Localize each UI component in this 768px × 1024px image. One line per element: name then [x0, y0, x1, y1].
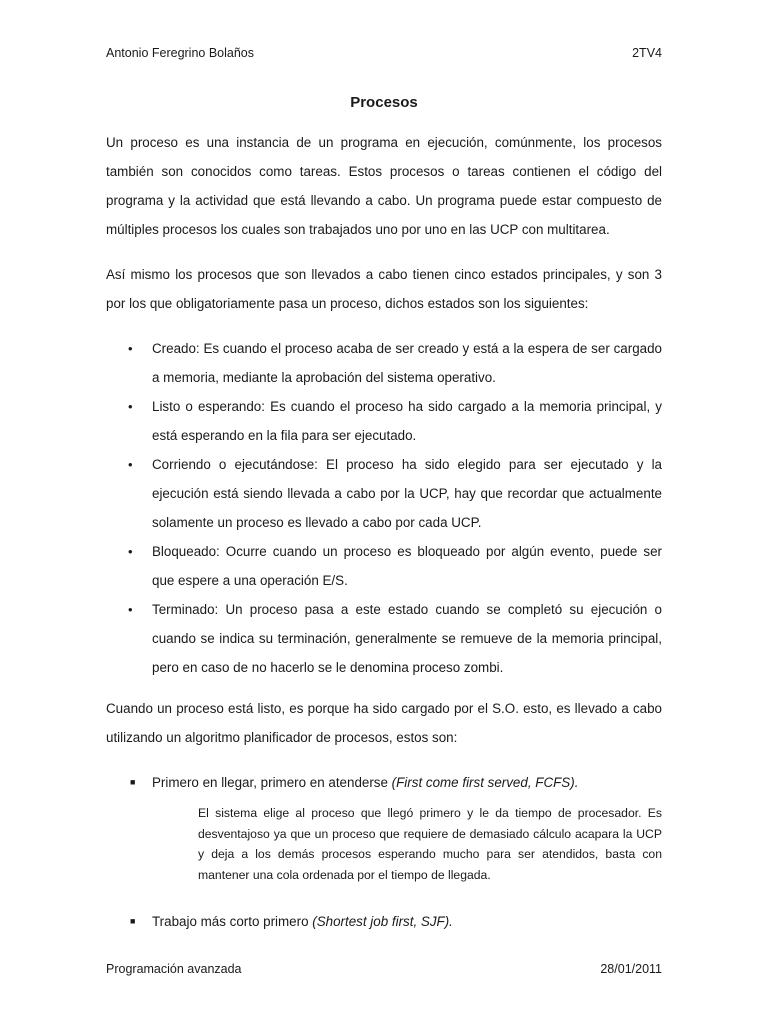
list-item-text: Terminado: Un proceso pasa a este estado cuando se completó su ejecución o cuando se indica su terminación, generalmente se remueve de la memoria principal, pero en caso de no hacerlo se le denomina proceso zombi.	[152, 602, 662, 675]
list-item-text: Creado: Es cuando el proceso acaba de ser creado y está a la espera de ser cargado a memoria, mediante la aprobación del sistema operativo.	[152, 341, 662, 385]
list-item-text: Listo o esperando: Es cuando el proceso ha sido cargado a la memoria principal, y está esperando en la fila para ser ejecutado.	[152, 399, 662, 443]
list-item	[106, 907, 662, 936]
list-item	[106, 595, 662, 682]
algorithm-term: (First come first served, FCFS).	[391, 775, 579, 790]
intro-paragraph: Un proceso es una instancia de un programa en ejecución, comúnmente, los procesos también son conocidos como tareas. Estos procesos o tareas contienen el código del programa y la actividad que está llevando a cabo. Un programa puede estar compuesto de múltiples procesos los cuales son trabajados uno por uno en las UCP con multitarea.	[106, 135, 662, 237]
page-footer	[106, 962, 662, 980]
states-intro-paragraph: Así mismo los procesos que son llevados a cabo tienen cinco estados principales, y son 3 por los que obligatoriamente pasa un proceso, dichos estados son los siguientes:	[106, 267, 662, 311]
bullet-icon: •	[128, 457, 133, 472]
scheduling-algorithms-list-continued	[106, 907, 662, 936]
scheduler-intro-paragraph: Cuando un proceso está listo, es porque ha sido cargado por el S.O. esto, es llevado a cabo utilizando un algoritmo planificador de procesos, estos son:	[106, 701, 662, 745]
list-item	[106, 334, 662, 392]
list-item	[106, 450, 662, 537]
header-group: 2TV4	[632, 46, 662, 60]
bullet-icon: •	[128, 544, 133, 559]
document-title: Procesos	[350, 94, 418, 111]
list-item	[106, 392, 662, 450]
list-item-text: Bloqueado: Ocurre cuando un proceso es bloqueado por algún evento, puede ser que espere a una operación E/S.	[152, 544, 662, 588]
bullet-icon: •	[128, 399, 133, 414]
footer-course: Programación avanzada	[106, 962, 242, 976]
algorithm-description: El sistema elige al proceso que llegó primero y le da tiempo de procesador. Es desventajoso ya que un proceso que requiere de demasiado cálculo acapara la UCP y deja a los demás procesos esperando mucho para ser atendidos, basta con mantener una cola ordenada por el tiempo de llegada.	[198, 806, 662, 882]
bullet-icon: •	[128, 341, 133, 356]
algorithm-name: Primero en llegar, primero en atenderse	[152, 775, 392, 790]
document-body	[106, 128, 662, 936]
square-bullet-icon: ■	[130, 916, 136, 926]
process-states-list	[106, 334, 662, 682]
bullet-icon: •	[128, 602, 133, 617]
list-item-text: Corriendo o ejecutándose: El proceso ha sido elegido para ser ejecutado y la ejecución está siendo llevada a cabo por la UCP, hay que recordar que actualmente solamente un proceso es llevado a cabo por cada UCP.	[152, 457, 662, 530]
list-item	[106, 537, 662, 595]
algorithm-name: Trabajo más corto primero	[152, 914, 313, 929]
square-bullet-icon: ■	[130, 777, 136, 787]
footer-date: 28/01/2011	[600, 962, 662, 976]
header-author: Antonio Feregrino Bolaños	[106, 46, 255, 60]
list-item	[106, 768, 662, 797]
algorithm-term: (Shortest job first, SJF).	[312, 914, 453, 929]
page-header	[106, 46, 662, 64]
scheduling-algorithms-list	[106, 768, 662, 797]
